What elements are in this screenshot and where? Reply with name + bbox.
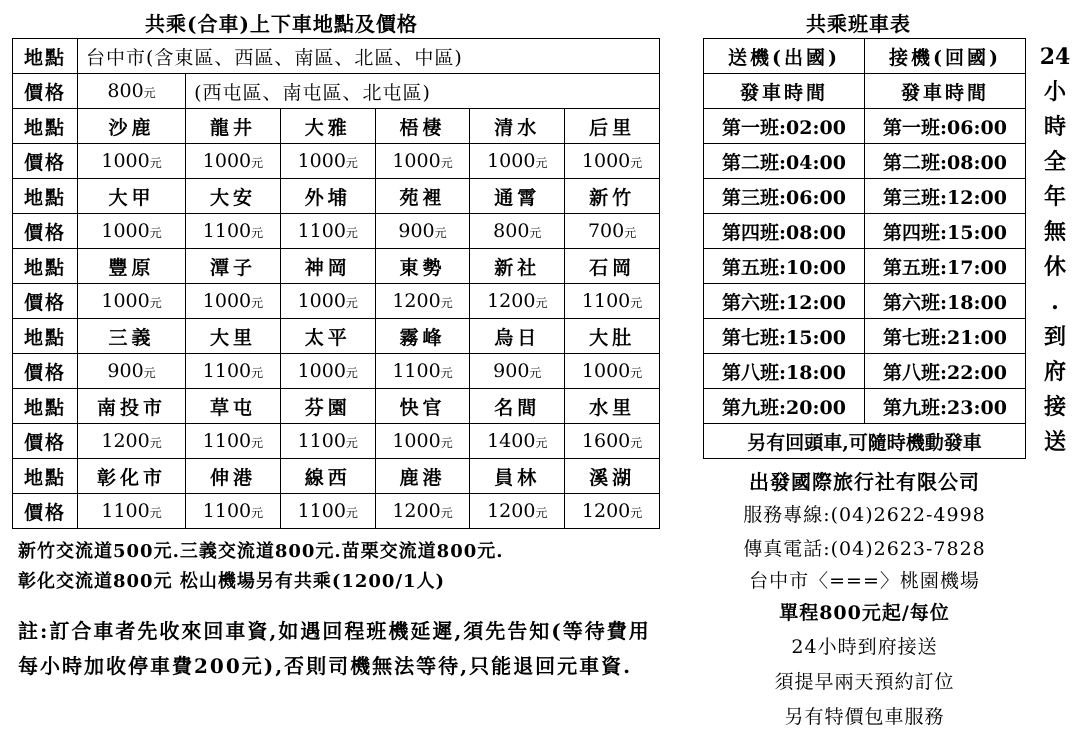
location-cell: 豐原 bbox=[78, 249, 186, 284]
location-cell: 溪湖 bbox=[565, 459, 660, 494]
route: 台中市〈===〉桃園機場 bbox=[749, 570, 980, 592]
location-cell: 潭子 bbox=[186, 249, 281, 284]
price-value: 1100 bbox=[202, 360, 252, 382]
yuan-unit: 元 bbox=[251, 156, 264, 170]
yuan-unit: 元 bbox=[149, 296, 162, 310]
arrival-time: 第二班:08:00 bbox=[865, 144, 1026, 179]
label-price: 價格 bbox=[13, 284, 78, 319]
location-cell: 外埔 bbox=[280, 179, 375, 214]
price-value: 1100 bbox=[202, 430, 252, 452]
interchange-note-1: 新竹交流道500元.三義交流道800元.苗栗交流道800元. bbox=[18, 541, 504, 562]
table-row bbox=[13, 109, 660, 144]
arrival-time: 第五班:17:00 bbox=[865, 249, 1026, 284]
price-value: 1200 bbox=[487, 290, 536, 312]
price-value: 1000 bbox=[297, 290, 346, 312]
location-cell: 快官 bbox=[375, 389, 470, 424]
table-row bbox=[704, 319, 1026, 354]
yuan-unit: 元 bbox=[345, 436, 358, 450]
label-price: 價格 bbox=[13, 74, 78, 109]
slogan-char: 24 bbox=[1039, 44, 1071, 70]
price-cell bbox=[186, 284, 281, 319]
price-cell bbox=[78, 214, 186, 249]
arrival-time: 第七班:21:00 bbox=[865, 319, 1026, 354]
yuan-unit: 元 bbox=[345, 506, 358, 520]
price-value: 1000 bbox=[392, 150, 441, 172]
price-value: 1200 bbox=[101, 430, 150, 452]
pickup-service: 24小時到府接送 bbox=[791, 636, 938, 658]
label-location: 地點 bbox=[13, 249, 78, 284]
price-value: 1000 bbox=[202, 150, 252, 172]
table-row bbox=[704, 424, 1026, 459]
yuan-unit: 元 bbox=[251, 296, 264, 310]
vertical-slogan bbox=[1036, 40, 1074, 460]
location-cell: 鹿港 bbox=[375, 459, 470, 494]
slogan-char: 小 bbox=[1043, 79, 1066, 105]
yuan-unit: 元 bbox=[251, 436, 264, 450]
location-cell: 苑裡 bbox=[375, 179, 470, 214]
location-cell: 草屯 bbox=[186, 389, 281, 424]
yuan-unit: 元 bbox=[630, 296, 643, 310]
slogan-char: 全 bbox=[1043, 149, 1066, 175]
price-value: 1000 bbox=[101, 220, 150, 242]
price-cell bbox=[470, 144, 565, 179]
location-cell: 后里 bbox=[565, 109, 660, 144]
departure-time: 第四班:08:00 bbox=[704, 214, 865, 249]
yuan-unit: 元 bbox=[149, 436, 162, 450]
price-value: 1400 bbox=[487, 430, 536, 452]
price-table-title: 共乘(合車)上下車地點及價格 bbox=[145, 12, 418, 36]
price-cell bbox=[375, 494, 470, 529]
yuan-unit: 元 bbox=[630, 366, 643, 380]
table-row bbox=[704, 284, 1026, 319]
price-value: 700 bbox=[587, 220, 625, 242]
price-cell bbox=[565, 214, 660, 249]
arrival-subheader: 發車時間 bbox=[865, 74, 1026, 109]
yuan-unit: 元 bbox=[630, 156, 643, 170]
price-cell bbox=[78, 74, 186, 109]
label-price: 價格 bbox=[13, 144, 78, 179]
price-value: 1100 bbox=[392, 360, 441, 382]
price-cell bbox=[470, 354, 565, 389]
location-cell: 水里 bbox=[565, 389, 660, 424]
label-location: 地點 bbox=[13, 179, 78, 214]
price-value: 1200 bbox=[581, 500, 631, 522]
yuan-unit: 元 bbox=[251, 506, 264, 520]
location-cell: 梧棲 bbox=[375, 109, 470, 144]
slogan-char: 接 bbox=[1043, 394, 1066, 420]
table-row bbox=[13, 459, 660, 494]
price-cell bbox=[280, 144, 375, 179]
yuan-unit: 元 bbox=[624, 226, 637, 240]
price-cell bbox=[186, 424, 281, 459]
table-row bbox=[13, 424, 660, 459]
table-row bbox=[13, 39, 660, 74]
yuan-unit: 元 bbox=[149, 226, 162, 240]
location-cell: 龍井 bbox=[186, 109, 281, 144]
table-row bbox=[704, 39, 1026, 74]
price-value: 800 bbox=[107, 80, 144, 102]
location-cell: 彰化市 bbox=[78, 459, 186, 494]
table-row bbox=[704, 249, 1026, 284]
price-cell bbox=[186, 144, 281, 179]
label-price: 價格 bbox=[13, 494, 78, 529]
departure-time: 第五班:10:00 bbox=[704, 249, 865, 284]
price-groups bbox=[13, 109, 660, 529]
price-cell bbox=[280, 494, 375, 529]
price-cell bbox=[280, 214, 375, 249]
price-cell bbox=[470, 494, 565, 529]
yuan-unit: 元 bbox=[251, 366, 264, 380]
price-cell bbox=[186, 354, 281, 389]
price-table bbox=[12, 38, 660, 529]
location-cell: 大里 bbox=[186, 319, 281, 354]
location-cell: 芬園 bbox=[280, 389, 375, 424]
departure-time: 第一班:02:00 bbox=[704, 109, 865, 144]
location-cell: 名間 bbox=[470, 389, 565, 424]
yuan-unit: 元 bbox=[535, 156, 548, 170]
price-value: 1100 bbox=[202, 220, 252, 242]
price-cell bbox=[565, 284, 660, 319]
fare: 單程800元起/每位 bbox=[779, 602, 950, 624]
yuan-unit: 元 bbox=[345, 156, 358, 170]
table-row bbox=[13, 389, 660, 424]
arrival-header: 接機(回國) bbox=[865, 39, 1026, 74]
interchange-note-2: 彰化交流道800元 松山機場另有共乘(1200/1人) bbox=[18, 571, 446, 592]
label-location: 地點 bbox=[13, 459, 78, 494]
departure-time: 第七班:15:00 bbox=[704, 319, 865, 354]
label-location: 地點 bbox=[13, 39, 78, 74]
price-cell bbox=[78, 424, 186, 459]
price-value: 1000 bbox=[487, 150, 536, 172]
price-value: 1000 bbox=[297, 150, 346, 172]
table-row bbox=[13, 179, 660, 214]
price-cell bbox=[280, 424, 375, 459]
price-cell bbox=[375, 284, 470, 319]
location-cell: 通霄 bbox=[470, 179, 565, 214]
slogan-char: . bbox=[1051, 289, 1059, 315]
departure-time: 第八班:18:00 bbox=[704, 354, 865, 389]
price-cell bbox=[280, 354, 375, 389]
price-cell bbox=[565, 144, 660, 179]
price-value: 1100 bbox=[581, 290, 631, 312]
yuan-unit: 元 bbox=[440, 436, 453, 450]
company-name: 出發國際旅行社有限公司 bbox=[749, 470, 980, 494]
price-cell bbox=[186, 214, 281, 249]
slogan-char: 休 bbox=[1043, 254, 1066, 280]
service-line: 服務專線:(04)2622-4998 bbox=[743, 504, 986, 526]
yuan-unit: 元 bbox=[143, 366, 156, 380]
yuan-unit: 元 bbox=[630, 436, 643, 450]
price-cell bbox=[565, 424, 660, 459]
location-cell: 新社 bbox=[470, 249, 565, 284]
departure-time: 第九班:20:00 bbox=[704, 389, 865, 424]
table-row bbox=[13, 249, 660, 284]
yuan-unit: 元 bbox=[345, 366, 358, 380]
yuan-unit: 元 bbox=[535, 436, 548, 450]
price-value: 1200 bbox=[392, 500, 441, 522]
price-value: 900 bbox=[493, 360, 530, 382]
location-cell: 大雅 bbox=[280, 109, 375, 144]
location-cell: 沙鹿 bbox=[78, 109, 186, 144]
yuan-unit: 元 bbox=[149, 506, 162, 520]
price-cell bbox=[375, 144, 470, 179]
table-row bbox=[704, 354, 1026, 389]
arrival-time: 第三班:12:00 bbox=[865, 179, 1026, 214]
price-value: 1000 bbox=[581, 360, 631, 382]
table-row bbox=[704, 74, 1026, 109]
price-cell bbox=[78, 354, 186, 389]
departure-time: 第二班:04:00 bbox=[704, 144, 865, 179]
yuan-unit: 元 bbox=[345, 226, 358, 240]
schedule-table bbox=[703, 38, 1026, 459]
table-row bbox=[704, 144, 1026, 179]
price-value: 1000 bbox=[297, 360, 346, 382]
location-cell: 東勢 bbox=[375, 249, 470, 284]
slogan-char: 送 bbox=[1043, 429, 1066, 455]
arrival-time: 第八班:22:00 bbox=[865, 354, 1026, 389]
price-cell bbox=[470, 214, 565, 249]
arrival-time: 第六班:18:00 bbox=[865, 284, 1026, 319]
price-value: 1600 bbox=[581, 430, 631, 452]
location-cell: 神岡 bbox=[280, 249, 375, 284]
slogan-char: 時 bbox=[1043, 114, 1066, 140]
price-value: 1000 bbox=[392, 430, 441, 452]
location-cell: 石岡 bbox=[565, 249, 660, 284]
price-cell bbox=[470, 284, 565, 319]
label-price: 價格 bbox=[13, 424, 78, 459]
location-cell: 伸港 bbox=[186, 459, 281, 494]
label-price: 價格 bbox=[13, 354, 78, 389]
table-row bbox=[704, 179, 1026, 214]
arrival-time: 第四班:15:00 bbox=[865, 214, 1026, 249]
price-value: 1000 bbox=[101, 290, 150, 312]
price-value: 1000 bbox=[581, 150, 631, 172]
departure-time: 第三班:06:00 bbox=[704, 179, 865, 214]
arrival-time: 第一班:06:00 bbox=[865, 109, 1026, 144]
label-location: 地點 bbox=[13, 109, 78, 144]
booking-note: 須提早兩天預約訂位 bbox=[774, 671, 955, 693]
price-cell bbox=[186, 494, 281, 529]
yuan-unit: 元 bbox=[440, 366, 453, 380]
table-row bbox=[13, 144, 660, 179]
price-value: 1100 bbox=[202, 500, 252, 522]
yuan-unit: 元 bbox=[149, 156, 162, 170]
table-row bbox=[13, 214, 660, 249]
yuan-unit: 元 bbox=[630, 506, 643, 520]
table-row bbox=[704, 389, 1026, 424]
departure-header: 送機(出國) bbox=[704, 39, 865, 74]
price-value: 1200 bbox=[392, 290, 441, 312]
table-row bbox=[13, 494, 660, 529]
price-cell bbox=[78, 494, 186, 529]
label-location: 地點 bbox=[13, 389, 78, 424]
schedule-footer: 另有回頭車,可隨時機動發車 bbox=[704, 424, 1026, 459]
price-cell bbox=[470, 424, 565, 459]
price-value: 1100 bbox=[297, 430, 346, 452]
charter-service: 另有特價包車服務 bbox=[784, 706, 945, 728]
price-value: 1100 bbox=[297, 220, 346, 242]
location-cell: 大肚 bbox=[565, 319, 660, 354]
table-row bbox=[13, 319, 660, 354]
yuan-unit: 元 bbox=[251, 226, 264, 240]
location-cell: 員林 bbox=[470, 459, 565, 494]
arrival-time: 第九班:23:00 bbox=[865, 389, 1026, 424]
price-cell bbox=[78, 144, 186, 179]
fax-number: 傳真電話:(04)2623-7828 bbox=[743, 538, 986, 560]
location-cell: 霧峰 bbox=[375, 319, 470, 354]
table-row bbox=[13, 74, 660, 109]
table-row bbox=[704, 109, 1026, 144]
yuan-unit: 元 bbox=[440, 296, 453, 310]
price-value: 1000 bbox=[101, 150, 150, 172]
yuan-unit: 元 bbox=[440, 506, 453, 520]
table-row bbox=[13, 284, 660, 319]
price-value: 1000 bbox=[202, 290, 252, 312]
price-note: (西屯區、南屯區、北屯區) bbox=[186, 74, 660, 109]
price-value: 1200 bbox=[487, 500, 536, 522]
departure-time: 第六班:12:00 bbox=[704, 284, 865, 319]
location-cell: 南投市 bbox=[78, 389, 186, 424]
slogan-char: 無 bbox=[1043, 219, 1066, 245]
price-value: 900 bbox=[398, 220, 435, 242]
price-cell bbox=[78, 284, 186, 319]
yuan-unit: 元 bbox=[529, 226, 542, 240]
price-value: 900 bbox=[107, 360, 144, 382]
location-cell: 線西 bbox=[280, 459, 375, 494]
location-cell: 新竹 bbox=[565, 179, 660, 214]
table-row bbox=[704, 214, 1026, 249]
label-location: 地點 bbox=[13, 319, 78, 354]
yuan-unit: 元 bbox=[529, 366, 542, 380]
price-value: 1100 bbox=[297, 500, 346, 522]
price-value: 800 bbox=[493, 220, 530, 242]
label-price: 價格 bbox=[13, 214, 78, 249]
price-cell bbox=[280, 284, 375, 319]
location-cell: 太平 bbox=[280, 319, 375, 354]
price-value: 1100 bbox=[101, 500, 150, 522]
departure-subheader: 發車時間 bbox=[704, 74, 865, 109]
yuan-unit: 元 bbox=[535, 506, 548, 520]
price-cell bbox=[375, 214, 470, 249]
table-row bbox=[13, 354, 660, 389]
schedule-rows bbox=[704, 109, 1026, 424]
location-cell: 大安 bbox=[186, 179, 281, 214]
schedule-title: 共乘班車表 bbox=[806, 12, 911, 36]
slogan-char: 年 bbox=[1043, 184, 1066, 210]
price-cell bbox=[565, 494, 660, 529]
remark-note: 註:訂合車者先收來回車資,如遇回程班機延遲,須先告知(等待費用每小時加收停車費200元),否則司機無法等待,只能退回元車資. bbox=[18, 619, 651, 678]
location-cell: 三義 bbox=[78, 319, 186, 354]
price-cell bbox=[565, 354, 660, 389]
slogan-char: 府 bbox=[1043, 359, 1066, 385]
yuan-unit: 元 bbox=[440, 156, 453, 170]
location-cell: 清水 bbox=[470, 109, 565, 144]
location-cell: 台中市(含東區、西區、南區、北區、中區) bbox=[78, 39, 660, 74]
yuan-unit: 元 bbox=[345, 296, 358, 310]
yuan-unit: 元 bbox=[143, 86, 156, 100]
price-cell bbox=[375, 424, 470, 459]
location-cell: 大甲 bbox=[78, 179, 186, 214]
slogan-char: 到 bbox=[1043, 324, 1066, 350]
price-cell bbox=[375, 354, 470, 389]
yuan-unit: 元 bbox=[434, 226, 447, 240]
location-cell: 烏日 bbox=[470, 319, 565, 354]
yuan-unit: 元 bbox=[535, 296, 548, 310]
